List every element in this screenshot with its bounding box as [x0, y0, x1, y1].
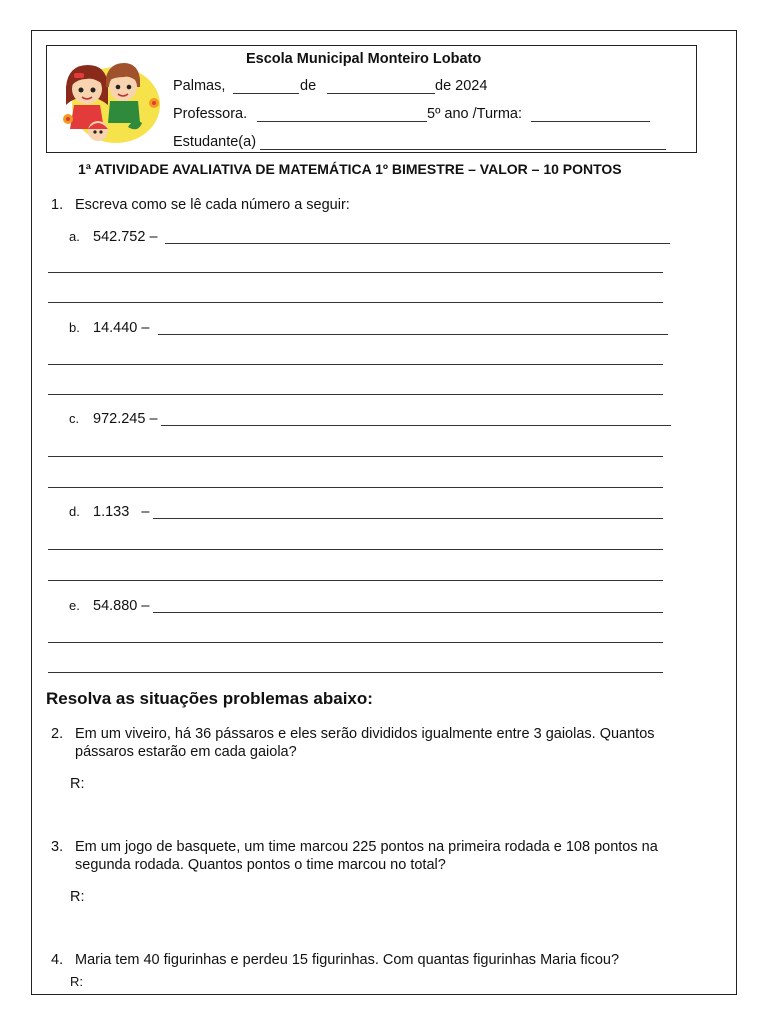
q4-text-line1: Maria tem 40 figurinhas e perdeu 15 figurinhas. Com quantas figurinhas Maria ficou?	[75, 952, 620, 968]
item-d-letter: d.	[69, 504, 80, 519]
estudante-label: Estudante(a)	[173, 134, 257, 150]
item-b-number: 14.440 –	[93, 320, 150, 336]
item-a-answer-line-3[interactable]	[48, 302, 663, 303]
year-label: de 2024	[435, 78, 488, 94]
q3-answer-label[interactable]: R:	[70, 889, 85, 905]
item-d-number: 1.133 –	[93, 504, 150, 520]
item-c-answer-line[interactable]	[161, 425, 671, 426]
item-a-answer-line-2[interactable]	[48, 272, 663, 273]
item-e-answer-line-3[interactable]	[48, 672, 663, 673]
item-b-letter: b.	[69, 320, 80, 335]
activity-title: 1ª ATIVIDADE AVALIATIVA DE MATEMÁTICA 1º BIMESTRE – VALOR – 10 PONTOS	[78, 161, 622, 177]
q4-number: 4.	[51, 952, 64, 968]
q2-text-line2: pássaros estarão em cada gaiola?	[75, 744, 297, 760]
item-c-letter: c.	[69, 411, 80, 426]
turma-label: 5º ano /Turma:	[427, 106, 523, 122]
professora-blank[interactable]	[257, 121, 427, 122]
q3-text-line2: segunda rodada. Quantos pontos o time marcou no total?	[75, 857, 446, 873]
estudante-blank[interactable]	[260, 149, 666, 150]
month-blank[interactable]	[327, 93, 435, 94]
item-d-answer-line-3[interactable]	[48, 580, 663, 581]
item-b-answer-line[interactable]	[158, 334, 668, 335]
school-logo-illustration	[54, 57, 164, 147]
q1-prompt: Escreva como se lê cada número a seguir:	[75, 197, 350, 213]
q2-text-line1: Em um viveiro, há 36 pássaros e eles serão divididos igualmente entre 3 gaiolas. Quantos	[75, 726, 655, 742]
item-a-answer-line[interactable]	[165, 243, 670, 244]
professora-label: Professora.	[173, 106, 248, 122]
q3-text-line1: Em um jogo de basquete, um time marcou 225 pontos na primeira rodada e 108 pontos na	[75, 839, 658, 855]
item-a-number: 542.752 –	[93, 229, 158, 245]
item-d-answer-line[interactable]	[153, 518, 663, 519]
day-blank[interactable]	[233, 93, 299, 94]
section-title: Resolva as situações problemas abaixo:	[46, 689, 373, 708]
turma-blank[interactable]	[531, 121, 650, 122]
q3-number: 3.	[51, 839, 64, 855]
q1-number: 1.	[51, 197, 64, 213]
item-e-number: 54.880 –	[93, 598, 150, 614]
q2-answer-label[interactable]: R:	[70, 776, 85, 792]
item-e-answer-line-2[interactable]	[48, 642, 663, 643]
item-b-answer-line-2[interactable]	[48, 364, 663, 365]
item-d-answer-line-2[interactable]	[48, 549, 663, 550]
q2-number: 2.	[51, 726, 64, 742]
item-c-answer-line-3[interactable]	[48, 487, 663, 488]
item-e-answer-line[interactable]	[153, 612, 663, 613]
item-b-answer-line-3[interactable]	[48, 394, 663, 395]
item-a-letter: a.	[69, 229, 80, 244]
item-c-answer-line-2[interactable]	[48, 456, 663, 457]
de-label: de	[300, 78, 317, 94]
palmas-label: Palmas,	[173, 78, 226, 94]
school-name: Escola Municipal Monteiro Lobato	[246, 51, 482, 67]
item-c-number: 972.245 –	[93, 411, 158, 427]
item-e-letter: e.	[69, 598, 80, 613]
q4-answer-label[interactable]: R:	[70, 974, 83, 989]
